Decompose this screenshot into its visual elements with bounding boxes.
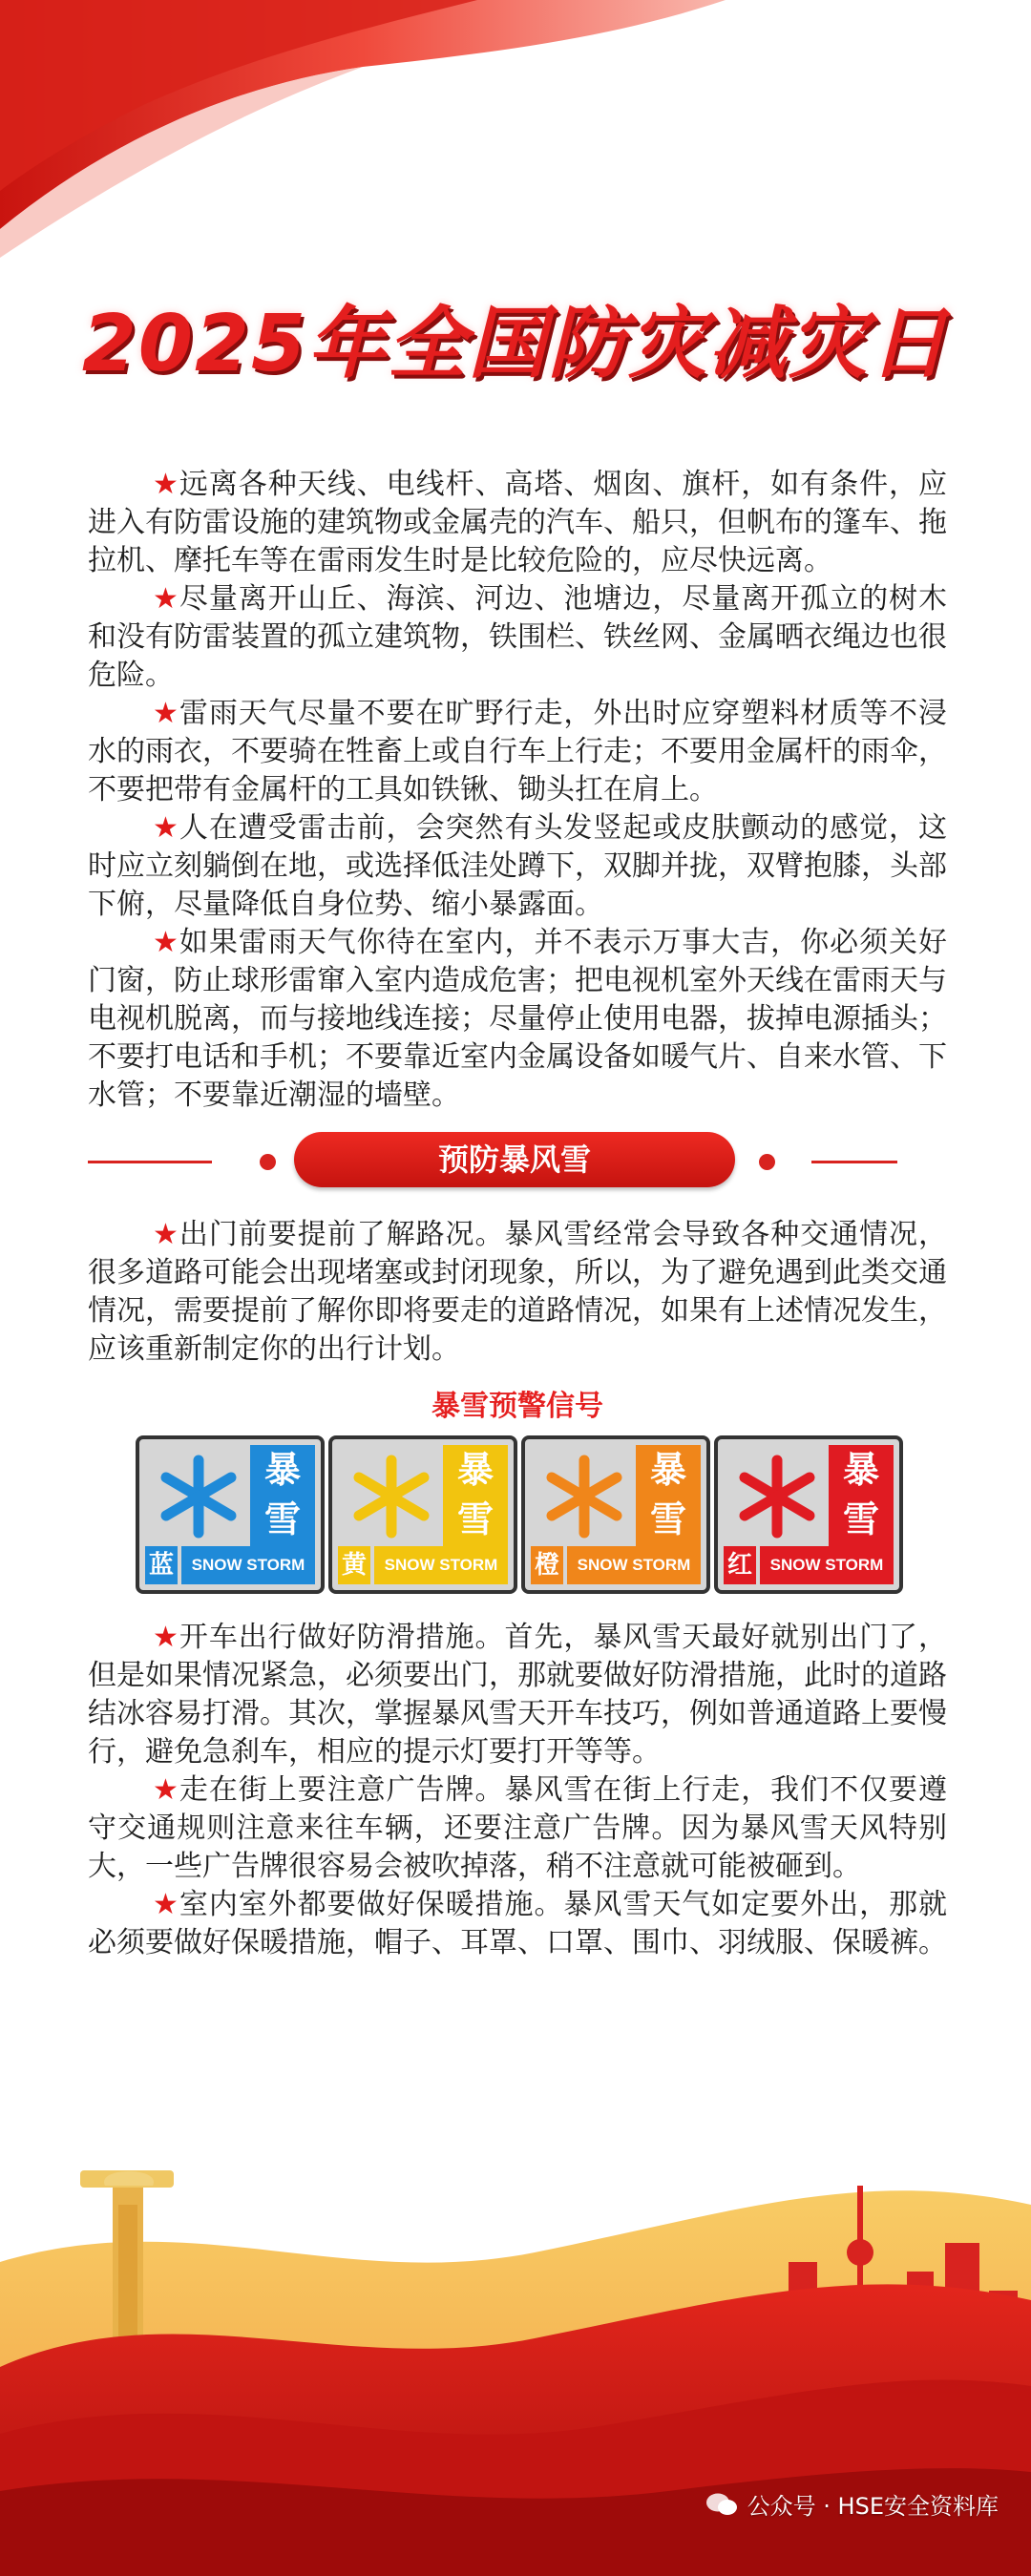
signal-english-label: SNOW STORM — [760, 1546, 894, 1584]
star-icon: ★ — [153, 1218, 179, 1251]
signal-english-label: SNOW STORM — [374, 1546, 508, 1584]
signal-red — [714, 1435, 903, 1594]
signal-color-label: 红 — [724, 1546, 756, 1584]
article-body — [88, 466, 947, 1962]
snow-warning-signals — [88, 1435, 947, 1598]
divider-line — [88, 1161, 212, 1163]
paragraph: ★走在街上要注意广告牌。暴风雪在街上行走，我们不仅要遵守交通规则注意来往车辆，还要注意广告牌。因为暴风雪天风特别大，一些广告牌很容易会被吹掉落，稍不注意就可能被砸到。 — [88, 1773, 948, 1883]
paragraph: ★尽量离开山丘、海滨、河边、池塘边，尽量离开孤立的树木和没有防雷装置的孤立建筑物，铁围栏、铁丝网、金属晒衣绳边也很危险。 — [88, 582, 948, 692]
divider-line — [811, 1161, 897, 1163]
signal-chars: 暴 雪 — [636, 1445, 701, 1548]
star-icon: ★ — [153, 582, 179, 616]
snowflake-icon — [531, 1445, 638, 1548]
signal-chars: 暴 雪 — [443, 1445, 508, 1548]
star-icon: ★ — [153, 926, 179, 959]
red-flag-banner — [0, 0, 1031, 286]
paragraph: ★人在遭受雷击前，会突然有头发竖起或皮肤颤动的感觉，这时应立刻躺倒在地，或选择低洼处蹲下，双脚并拢，双臂抱膝，头部下俯，尽量降低自身位势、缩小暴露面。 — [88, 811, 948, 921]
signal-english-label: SNOW STORM — [181, 1546, 315, 1584]
paragraph: ★雷雨天气尽量不要在旷野行走，外出时应穿塑料材质等不浸水的雨衣，不要骑在牲畜上或自行车上行走；不要用金属杆的雨伞，不要把带有金属杆的工具如铁锹、锄头扛在肩上。 — [88, 697, 948, 806]
star-icon: ★ — [153, 811, 179, 845]
signal-orange — [521, 1435, 710, 1594]
page-title: 2025年全国防灾减灾日 — [81, 299, 950, 389]
paragraph: ★开车出行做好防滑措施。首先，暴风雪天最好就别出门了，但是如果情况紧急，必须要出门，那就要做好防滑措施，此时的道路结冰容易打滑。其次，掌握暴风雪天开车技巧，例如普通道路上要慢行，避免急刹车，相应的提示灯要打开等等。 — [88, 1621, 948, 1769]
signal-chars: 暴 雪 — [250, 1445, 315, 1548]
signal-color-label: 橙 — [531, 1546, 563, 1584]
paragraph: ★远离各种天线、电线杆、高塔、烟囱、旗杆，如有条件，应进入有防雷设施的建筑物或金属壳的汽车、船只，但帆布的篷车、拖拉机、摩托车等在雷雨发生时是比较危险的，应尽快远离。 — [88, 468, 948, 577]
star-icon: ★ — [153, 1621, 179, 1654]
signal-color-label: 蓝 — [145, 1546, 178, 1584]
paragraph: ★出门前要提前了解路况。暴风雪经常会导致各种交通情况，很多道路可能会出现堵塞或封闭现象，所以，为了避免遇到此类交通情况，需要提前了解你即将要走的道路情况，如果有上述情况发生，应该重新制定你的出行计划。 — [88, 1218, 948, 1366]
signal-yellow — [328, 1435, 517, 1594]
signal-blue — [136, 1435, 325, 1594]
star-icon: ★ — [153, 1773, 179, 1807]
signal-title: 暴雪预警信号 — [431, 1390, 603, 1423]
watermark-text: 公众号 · HSE安全资料库 — [747, 2493, 999, 2520]
lightning-section — [88, 466, 947, 1115]
wechat-icon — [705, 2492, 738, 2517]
star-icon: ★ — [153, 468, 179, 501]
section-title: 预防暴风雪 — [294, 1132, 735, 1187]
divider-dot — [260, 1154, 276, 1170]
section-header — [88, 1132, 947, 1191]
paragraph: ★室内室外都要做好保暖措施。暴风雪天气如定要外出，那就必须要做好保暖措施，帽子、耳罩、口罩、围巾、羽绒服、保暖裤。 — [88, 1888, 948, 1959]
signal-chars: 暴 雪 — [829, 1445, 894, 1548]
watermark — [705, 2487, 999, 2521]
signal-color-label: 黄 — [338, 1546, 370, 1584]
paragraph: ★如果雷雨天气你待在室内，并不表示万事大吉，你必须关好门窗，防止球形雷窜入室内造成危害；把电视机室外天线在雷雨天与电视机脱离，而与接地线连接；尽量停止使用电器，拔掉电源插头；不要打电话和手机；不要靠近室内金属设备如暖气片、自来水管、下水管；不要靠近潮湿的墙壁。 — [88, 926, 948, 1112]
divider-dot — [759, 1154, 775, 1170]
snowflake-icon — [724, 1445, 831, 1548]
signal-english-label: SNOW STORM — [567, 1546, 701, 1584]
star-icon: ★ — [153, 1888, 179, 1921]
snowflake-icon — [145, 1445, 252, 1548]
snowflake-icon — [338, 1445, 445, 1548]
star-icon: ★ — [153, 697, 179, 730]
